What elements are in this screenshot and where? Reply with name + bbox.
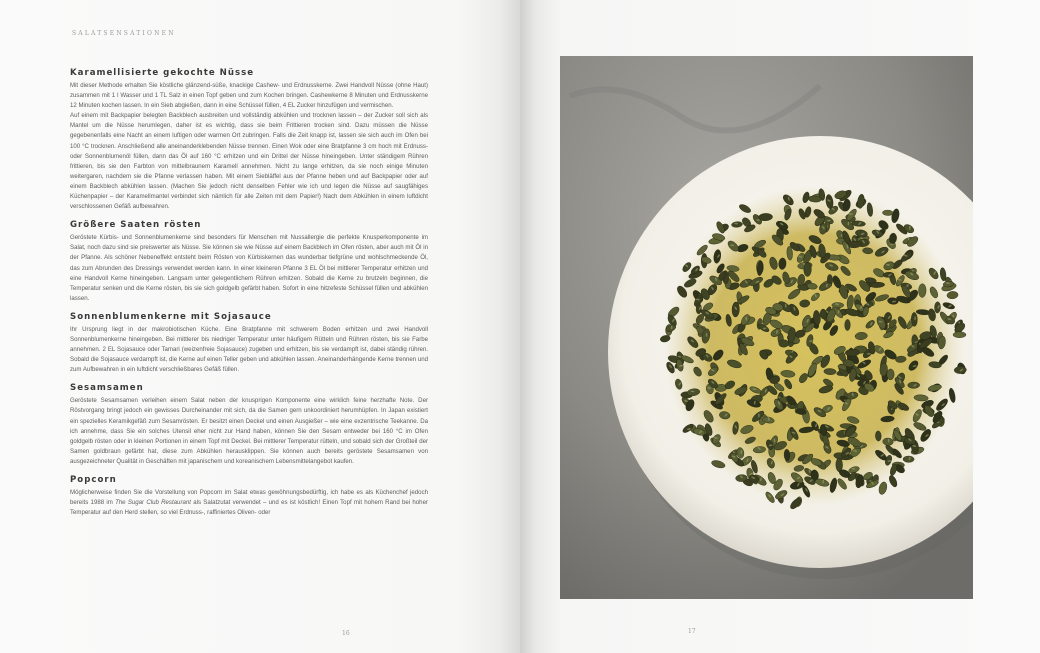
section-popcorn <box>70 475 428 518</box>
paragraph: Auf einem mit Backpapier belegten Backblech ausbreiten und vollständig abkühlen und trocknen lassen – der Zucker soll sich als Mantel um die Nüsse herumlegen, daher ist es wichtig, dass sie beim Frittieren trocken sind. Dazu müssen die Nüsse gegebenenfalls eine Nacht an einem luftigen oder warmen Ort zubringen. Falls die Zeit knapp ist, lassen sie sich auch im Ofen bei 100 °C trocknen. Anschließend alle aneinanderklebenden Nüsse trennen. Einen Wok oder eine Bratpfanne 3 cm hoch mit Erdnuss- oder Sonnenblumenöl füllen, dann das Öl auf 160 °C erhitzen und ein Drittel der Nüsse hineingeben. Unter ständigem Rühren frittieren, bis sie den Farbton von mittelbraunem Karamell annehmen. Nicht zu lange erhitzen, da sie noch einige Minuten weitergaren, nachdem sie die Pfanne verlassen haben. Mit einem Siebläffel aus der Pfanne heben und auf Backpapier oder auf einem Backblech abkühlen lassen. (Machen Sie jedoch nicht denselben Fehler wie ich und legen die Nüsse auf saugfähiges Küchenpapier – der Karamellmantel verbindet sich nämlich für alle Zeiten mit dem Papier!) Nach dem Abkühlen in einem luftdicht verschlossenen Gefäß aufbewahren. <box>70 112 428 211</box>
paragraph-text: als Salatzutat verwendet – und es ist köstlich! Einen Topf mit hohem Rand bei hoher Temperatur auf den Herd stellen, so viel Erdnuss-, raffiniertes Oliven- oder <box>70 499 428 517</box>
paragraph <box>70 488 428 518</box>
text-column <box>70 68 428 526</box>
section-heading: Popcorn <box>70 475 117 485</box>
paragraph: Geröstete Sesamsamen verleihen einem Salat neben der knusprigen Komponente eine wirklich feine herzhafte Note. Der Röstvorgang bringt jedoch ein gewisses Durcheinander mit sich, da die Samen gern unkoordiniert herumhüpfen. In Japan existiert ein spezielles Keramikgefäß zum Sesamrösten. Er besitzt einen Deckel und einen Ausgießer – wie eine exzentrische Teekanne. Da ich annehme, dass Sie ein solches Utensil eher nicht zur Hand haben, können Sie den Sesam entweder bei 160 °C im Ofen goldgelb rösten oder in kleinen Portionen in einem Topf mit Deckel. Bei mittlerer Temperatur rütteln, und sobald sich der Großteil der Samen goldbraun gefärbt hat, diese zum Abkühlen herausklippen. Sie können auch bereits geröstete Sesamsamen von ausgezeichneter Qualität in Geschäften mit japanischem und koreanischem Lebensmittelangebot kaufen. <box>70 397 428 465</box>
paragraph: Mit dieser Methode erhalten Sie köstliche glänzend-süße, knackige Cashew- und Erdnusskerne. Zwei Handvoll Nüsse (ohne Haut) zusammen mit 1 l Wasser und 1 TL Salz in einen Topf geben und zum Kochen bringen. Cashewkerne 8 Minuten und Erdnusskerne 12 Minuten kochen lassen. In ein Sieb abgießen, dann in eine Schüssel füllen, 4 EL Zucker hinzufügen und vermischen. <box>70 82 428 110</box>
pumpkin-seed <box>696 304 702 314</box>
page-number-right: 17 <box>688 628 696 635</box>
food-photo <box>560 56 973 599</box>
pumpkin-seed <box>934 302 940 314</box>
paragraph: Geröstete Kürbis- und Sonnenblumenkerne sind besonders für Menschen mit Nussallergie die perfekte Knusperkomponente im Salat, noch dazu sind sie preiswerter als Nüsse. Sie können sie wie Nüsse auf einem Backblech im Ofen rösten, aber auch mit Öl in der Pfanne. Als schöner Nebeneffekt entsteht beim Rösten von Kürbiskernen das wunderbar tiefgrüne und wohlschmeckende Öl, das zum Abrunden des Dressings verwendet werden kann. In einer kleineren Pfanne 3 EL Öl bei mittlerer Temperatur erhitzen und eine Handvoll Kerne hineingeben. Langsam unter gelegentlichem Rühren erhitzen. Sobald die Kerne zu brutzeln beginnen, die Temperatur senken und die Kerne rösten, bis sie sich goldgelb gefärbt haben. Sofort in eine hitzefeste Schüssel füllen und abkühlen lassen. <box>70 234 428 302</box>
pumpkin-seed <box>903 456 914 463</box>
pumpkin-seed <box>820 309 827 319</box>
pumpkin-seed <box>882 210 893 216</box>
paragraph-text: Möglicherweise finden Sie die Vorstellung von Popcorn im Salat etwas gewöhnungsbedürftig, ich habe es als Küchenchef jedoch bereits 1988 im <box>70 489 428 507</box>
pumpkin-seed <box>784 449 790 461</box>
pumpkin-seed <box>887 369 895 380</box>
section-heading: Karamellisierte gekochte Nüsse <box>70 68 255 78</box>
pumpkin-seed <box>908 382 920 389</box>
seeds-plate-illustration <box>560 56 973 599</box>
section-caramelized-nuts <box>70 68 428 212</box>
pumpkin-seed <box>911 312 917 326</box>
pumpkin-seed <box>875 431 881 441</box>
restaurant-name: The Sugar Club Restaurant <box>115 499 191 507</box>
section-heading: Sesamsamen <box>70 383 144 394</box>
section-sunflower-soy <box>70 312 428 375</box>
pumpkin-seed <box>883 272 894 278</box>
pumpkin-seed <box>832 302 844 308</box>
section-roasting-seeds <box>70 220 428 304</box>
pumpkin-seed <box>918 284 926 298</box>
page-number-left: 16 <box>342 630 350 637</box>
section-heading: Sonnenblumenkerne mit Sojasauce <box>70 311 272 322</box>
section-sesame <box>70 383 428 467</box>
paragraph: Ihr Ursprung liegt in der makrobiotischen Küche. Eine Bratpfanne mit schwerem Boden erhitzen und zwei Handvoll Sonnenblumenkerne hineingeben. Bei mittlerer bis niedriger Temperatur unter häufigem Rütteln und Rühren rösten, bis sie Farbe annehmen. 2 EL Sojasauce oder Tamari (weizenfreie Sojasauce) zugeben und erhitzen, bis sie verdampft ist, dabei ständig rühren. Sobald die Sojasauce verdampft ist, die Kerne auf einen Teller geben und abkühlen lassen. Aneinanderhängende Kerne trennen und zum Aufbewahren in ein luftdicht verschließbares Gefäß füllen. <box>70 325 428 374</box>
pumpkin-seed <box>953 332 966 338</box>
running-head: SALATSENSATIONEN <box>72 30 176 37</box>
pumpkin-seed <box>779 340 789 348</box>
pumpkin-seed <box>845 319 851 330</box>
section-heading: Größere Saaten rösten <box>70 220 202 231</box>
